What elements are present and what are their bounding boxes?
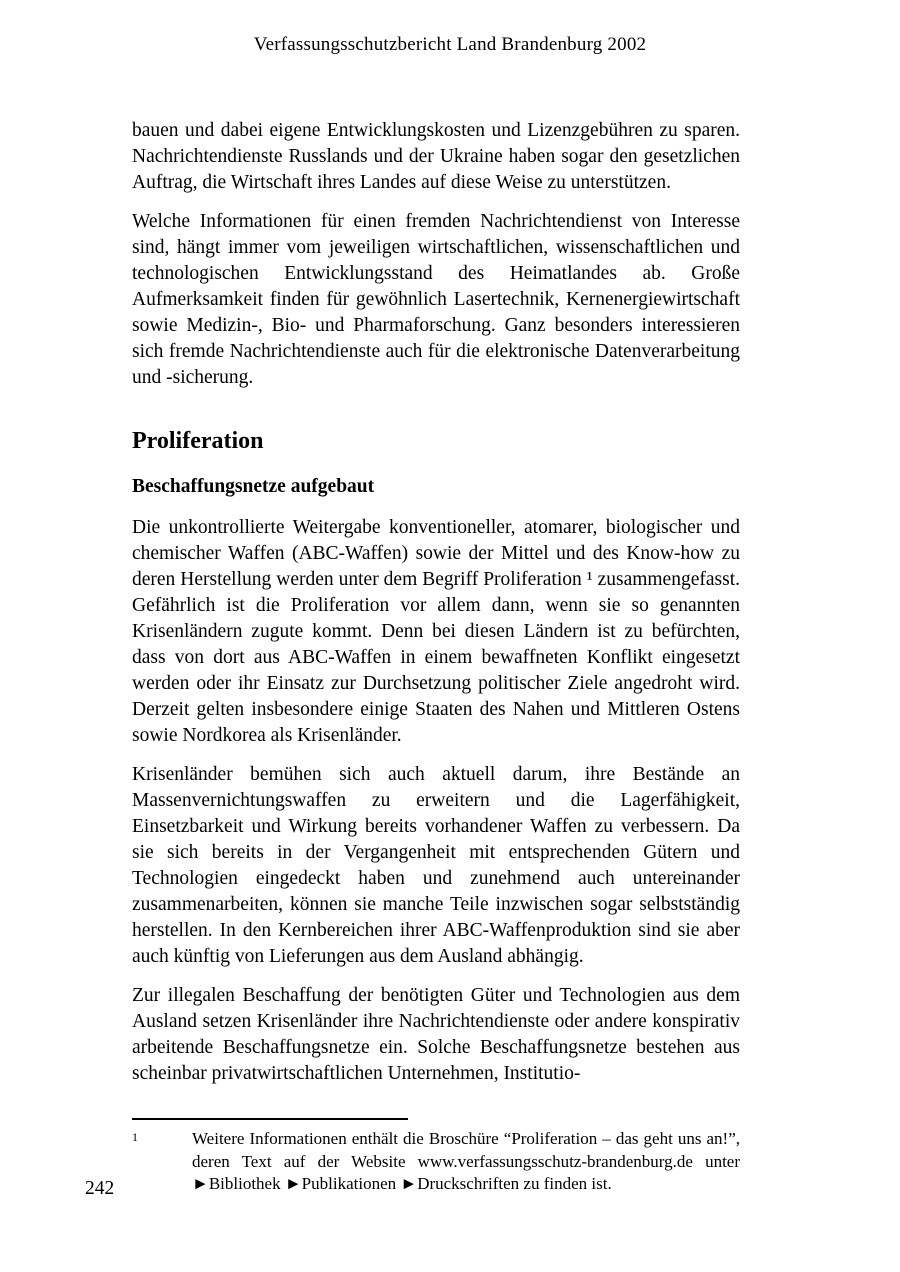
- footnote-marker: 1: [132, 1130, 138, 1144]
- page-content: [132, 118, 740, 1100]
- paragraph-continuation: bauen und dabei eigene Entwicklungskosten und Lizenzgebühren zu sparen. Nachrichtendienste Russlands und der Ukraine haben sogar den gesetzlichen Auftrag, die Wirtschaft ihres Landes auf diese Weise zu unterstützen.: [132, 120, 740, 193]
- page-number: 242: [85, 1178, 115, 1199]
- footnote-area: [132, 1118, 740, 1196]
- paragraph: Welche Informationen für einen fremden Nachrichtendienst von Interesse sind, hängt immer vom jeweiligen wirtschaftlichen, wissenschaftlichen und technologischen Entwicklungsstand des Heimatlandes ab. Große Aufmerksamkeit finden für gewöhnlich Lasertechnik, Kernenergiewirtschaft sowie Medizin-, Bio- und Pharmaforschung. Ganz besonders interessieren sich fremde Nachrichtendienste auch für die elektronische Datenverarbeitung und -sicherung.: [132, 211, 740, 388]
- paragraph: Die unkontrollierte Weitergabe konventioneller, atomarer, biologischer und chemischer Waffen (ABC-Waffen) sowie der Mittel und des Know-how zu deren Herstellung werden unter dem Begriff Proliferation ¹ zusammengefasst. Gefährlich ist die Proliferation vor allem dann, wenn sie so genannten Krisenländern zugute kommt. Denn bei diesen Ländern ist zu befürchten, dass von dort aus ABC-Waffen in einem bewaffneten Konflikt eingesetzt werden oder ihr Einsatz zur Durchsetzung politischer Ziele angedroht wird. Derzeit gelten insbesondere einige Staaten des Nahen und Mittleren Ostens sowie Nordkorea als Krisenländer.: [132, 517, 740, 746]
- subsection-heading: Beschaffungsnetze aufgebaut: [132, 476, 375, 497]
- section-heading: Proliferation: [132, 428, 264, 454]
- footnote-divider: [132, 1118, 408, 1120]
- paragraph: Krisenländer bemühen sich auch aktuell darum, ihre Bestände an Massenvernichtungswaffen zu erweitern und die Lagerfähigkeit, Einsetzbarkeit und Wirkung bereits vorhandener Waffen zu verbessern. Da sie sich bereits in der Vergangenheit mit entsprechenden Gütern und Technologien eingedeckt haben und zunehmend auch untereinander zusammenarbeiten, können sie manche Teile inzwischen sogar selbstständig herstellen. In den Kernbereichen ihrer ABC-Waffenproduktion sind sie aber auch künftig von Lieferungen aus dem Ausland abhängig.: [132, 764, 740, 967]
- footnote: [132, 1128, 740, 1196]
- running-header: Verfassungsschutzbericht Land Brandenburg 2002: [253, 34, 647, 55]
- footnote-text: Weitere Informationen enthält die Broschüre “Proliferation – das geht uns an!”, deren Text auf der Website www.verfassungsschutz-brandenburg.de unter ►Bibliothek ►Publikationen ►Druckschriften zu finden ist.: [192, 1129, 740, 1193]
- paragraph: Zur illegalen Beschaffung der benötigten Güter und Technologien aus dem Ausland setzen Krisenländer ihre Nachrichtendienste oder andere konspirativ arbeitende Beschaffungsnetze ein. Solche Beschaffungsnetze bestehen aus scheinbar privatwirtschaftlichen Unternehmen, Institutio-: [132, 985, 740, 1084]
